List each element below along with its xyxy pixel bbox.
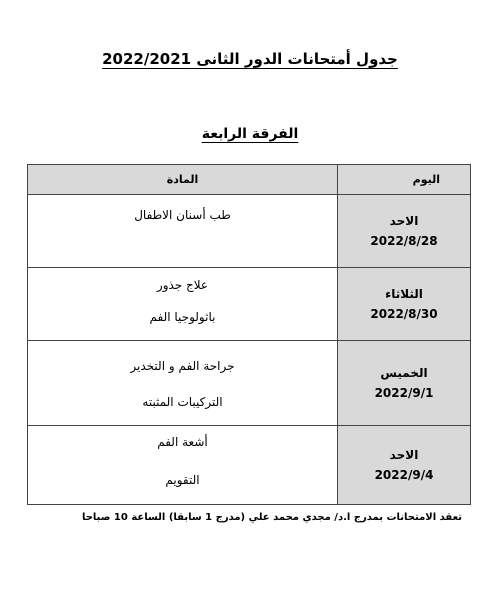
subject-name: جراحة الفم و التخدير (130, 359, 235, 373)
exam-date: 2022/9/4 (374, 468, 434, 482)
subject-cell (28, 268, 338, 341)
exam-date: 2022/8/30 (370, 307, 438, 321)
day-cell (338, 268, 471, 341)
subject-cell (28, 426, 338, 505)
page-title-text: جدول أمتحانات الدور الثانى 2022/2021 (102, 50, 398, 68)
subject-name: طب أسنان الاطفال (134, 208, 231, 222)
table-row (28, 426, 471, 505)
subject-cell (28, 341, 338, 426)
day-cell (338, 195, 471, 268)
table-row (28, 195, 471, 268)
subject-name: علاج جذور (156, 278, 209, 292)
subject-name: التركيبات المثبته (142, 395, 223, 409)
exam-venue-note: تعقد الامتحانات بمدرج ا.د/ مجدي محمد علي (مدرج 1 سابقا) الساعة 10 صباحا (81, 512, 462, 523)
exam-date: 2022/8/28 (370, 234, 438, 248)
day-cell (338, 341, 471, 426)
page-title (0, 50, 500, 68)
subject-name: باثولوجيا الفم (149, 310, 216, 324)
table-row (28, 341, 471, 426)
header-subject: المادة (28, 165, 338, 195)
subject-name: أشعة الفم (157, 435, 208, 449)
subject-name: التقويم (165, 473, 200, 487)
day-name: الاحد (389, 448, 419, 462)
day-name: الثلاثاء (385, 287, 423, 301)
header-day: اليوم (338, 165, 471, 195)
section-subtitle (0, 126, 500, 142)
subject-cell (28, 195, 338, 268)
table-row (28, 268, 471, 341)
exam-date: 2022/9/1 (374, 386, 434, 400)
day-name: الخميس (380, 366, 428, 380)
exam-schedule-table (27, 164, 471, 505)
section-subtitle-text: الفرقة الرابعة (201, 126, 299, 142)
day-cell (338, 426, 471, 505)
table-header-row (28, 165, 471, 195)
day-name: الاحد (389, 214, 419, 228)
